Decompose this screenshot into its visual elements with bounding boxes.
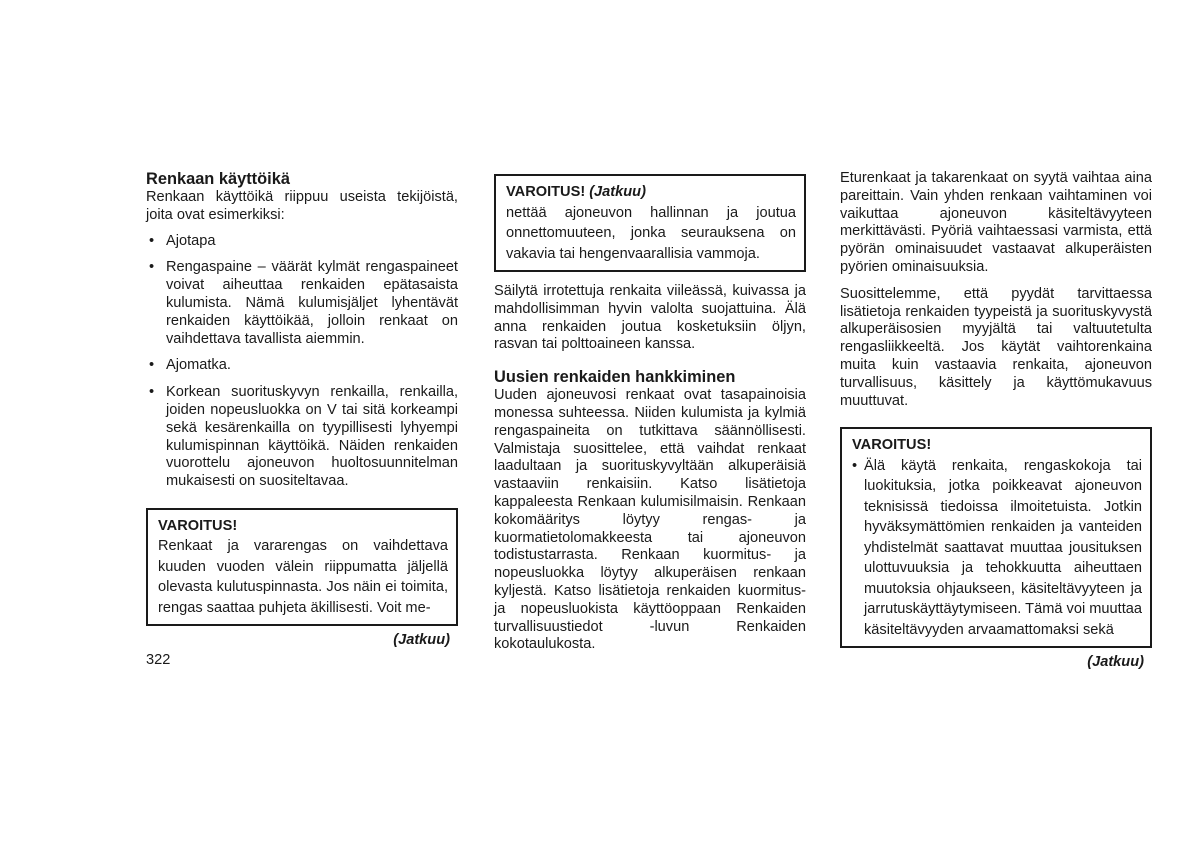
warning-text: nettää ajoneuvon hallinnan ja joutua onnettomuuteen, jonka seurauksena on vakavia tai hengenvaarallisia vammoja. <box>506 204 796 262</box>
warning-text: • Älä käytä renkaita, rengaskokoja tai luokituksia, jotka poikkeavat ajoneuvon teknisissä tiedoissa ilmoitetuista. Jotkin hyväksymättömien renkaiden ja vanteiden yhdistelmät saattavat muuttaa jousituksen ulottuvuuksia ja tehokkuutta aiheuttaen muutoksia ohjaukseen, käsiteltävyyteen ja jarrutuskäyttäytymiseen. Tämä voi muuttaa käsiteltävyyden arvaamattomaksi sekä <box>852 456 1142 641</box>
warning-box-left <box>146 508 458 627</box>
page-number: 322 <box>146 652 171 668</box>
list-item: • Ajomatka. <box>146 357 458 375</box>
list-item: • Ajotapa <box>146 233 458 251</box>
list-item: • Rengaspaine – väärät kylmät rengaspaineet voivat aiheuttaa renkaiden epätasaista kulumista. Nämä kulumisjäljet lyhentävät renkaiden käyttöikää, jolloin renkaat on vaihdettava tavallista aiemmin. <box>146 259 458 348</box>
warning-title-text: VAROITUS! <box>506 184 586 200</box>
warning-list <box>852 456 1142 641</box>
continued-label: (Jatkuu) <box>1087 654 1144 671</box>
warning-title-continued: (Jatkuu) <box>589 184 646 200</box>
warning-box-right <box>840 427 1152 648</box>
intro-paragraph: Renkaan käyttöikä riippuu useista tekijöistä, joita ovat esimerkiksi: <box>146 189 458 223</box>
pairs-paragraph: Eturenkaat ja takarenkaat on syytä vaihtaa aina pareittain. Vain yhden renkaan vaihtaminen voi vaikuttaa ajoneuvon käsiteltävyyteen merkittävästi. Pyöriä vaihtaessasi varmista, että pyörän ominaisuudet vastaavat alkuperäisten pyörien ominaisuuksia. <box>840 170 1152 275</box>
list-item: • Korkean suorituskyvyn renkailla, renkailla, joiden nopeusluokka on V tai sitä korkeampi sekä kesärenkailla on tyypillisesti lyhyempi kulumispinnan käyttöikä. Näiden renkaiden vuorottelu ajoneuvon huoltosuunnitelman mukaisesti on suositeltavaa. <box>146 384 458 491</box>
column-right <box>840 170 1152 672</box>
section-heading-new-tires: Uusien renkaiden hankkiminen <box>494 368 736 387</box>
column-left <box>146 170 458 650</box>
new-tires-paragraph: Uuden ajoneuvosi renkaat ovat tasapainoisia monessa suhteessa. Niiden kulumista ja kylmiä rengaspaineita on tutkittava säännöllisesti. Valmistaja suosittelee, että vaihdat renkaat laadultaan ja suorituskyvyltään alkuperäisiä vastaaviin renkaisiin. Katso lisätietoja kappaleesta Renkaan kulumisilmaisin. Renkaan kokomääritys löytyy rengas- ja kuormatietolomakkeesta tai ajoneuvon todistustarrasta. Renkaan kuormitus- ja nopeusluokka löytyy alkuperäisen renkaan kyljestä. Katso lisätietoja renkaiden kuormitus- ja nopeusluokista käyttöoppaan Renkaiden turvallisuustiedot -luvun Renkaiden kokotaulukosta. <box>494 387 806 653</box>
tire-life-factors-list <box>146 233 458 491</box>
section-heading-tire-life: Renkaan käyttöikä <box>146 170 290 188</box>
warning-box-continued <box>494 174 806 272</box>
warning-title <box>506 182 796 203</box>
storage-paragraph: Säilytä irrotettuja renkaita viileässä, kuivassa ja mahdollisimman hyvin valolta suojattuina. Älä anna renkaiden joutua kosketuksiin öljyn, rasvan tai polttoaineen kanssa. <box>494 283 806 353</box>
recommendation-paragraph: Suosittelemme, että pyydät tarvittaessa lisätietoja renkaiden tyypeistä ja suorituskyvystä alkuperäisosien myyjältä tai valtuutetulta rengasliikkeeltä. Jos käytät vaihtorenkaina muita kuin vastaavia renkaita, ajoneuvon turvallisuus, käsittely ja käyttömukavuus muuttuvat. <box>840 285 1152 409</box>
column-middle <box>494 170 806 654</box>
continued-label: (Jatkuu) <box>393 632 450 649</box>
warning-title: VAROITUS! <box>852 437 932 454</box>
warning-title: VAROITUS! <box>158 517 238 534</box>
warning-text: Renkaat ja vararengas on vaihdettava kuuden vuoden välein riippumatta jäljellä olevasta kulutuspinnasta. Jos näin ei toimita, rengas saattaa puhjeta äkillisesti. Voit me- <box>158 538 448 616</box>
